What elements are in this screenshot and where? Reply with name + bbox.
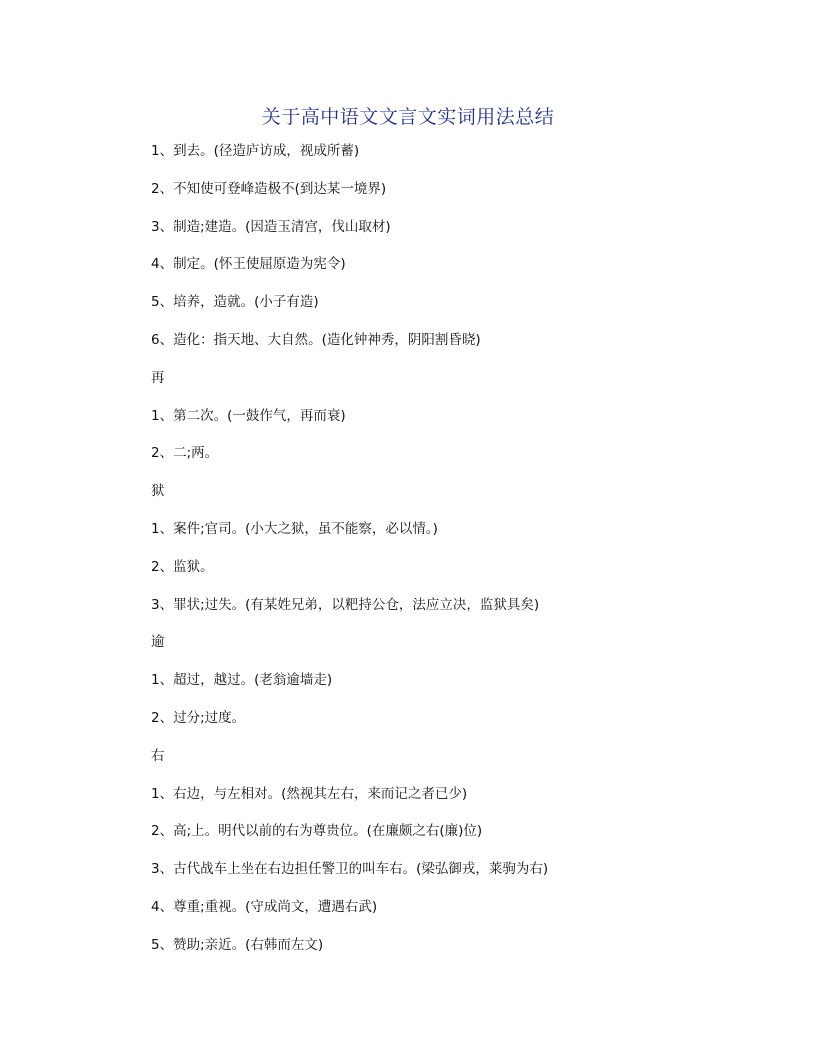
section-heading: 再 bbox=[151, 369, 165, 386]
section-heading: 右 bbox=[151, 747, 165, 764]
text-line: 2、不知使可登峰造极不(到达某一境界) bbox=[151, 180, 387, 197]
document-body bbox=[151, 141, 711, 973]
text-line: 5、赞助;亲近。(右韩而左文) bbox=[151, 936, 324, 953]
text-line: 1、超过，越过。(老翁逾墙走) bbox=[151, 672, 333, 689]
text-line: 3、罪状;过失。(有某姓兄弟，以粑持公仓，法应立决，监狱具矣) bbox=[151, 596, 540, 613]
text-line: 1、案件;官司。(小大之狱，虽不能察，必以情。) bbox=[151, 520, 438, 537]
text-line: 2、监狱。 bbox=[151, 558, 214, 575]
text-line: 2、过分;过度。 bbox=[151, 709, 246, 726]
text-line: 2、二;两。 bbox=[151, 445, 219, 462]
section-heading: 狱 bbox=[151, 483, 165, 500]
text-line: 4、尊重;重视。(守成尚文，遭遇右武) bbox=[151, 898, 378, 915]
text-line: 1、第二次。(一鼓作气，再而衰) bbox=[151, 407, 346, 424]
document-title: 关于高中语文文言文实词用法总结 bbox=[261, 106, 555, 128]
text-line: 6、造化：指天地、大自然。(造化钟神秀，阴阳割昏晓) bbox=[151, 331, 481, 348]
text-line: 2、高;上。明代以前的右为尊贵位。(在廉颇之右(廉)位) bbox=[151, 823, 483, 840]
text-line: 4、制定。(怀王使屈原造为宪令) bbox=[151, 256, 346, 273]
text-line: 3、古代战车上坐在右边担任警卫的叫车右。(梁弘御戎，莱驹为右) bbox=[151, 861, 549, 878]
text-line: 1、右边，与左相对。(然视其左右，来而记之者已少) bbox=[151, 785, 468, 802]
text-line: 3、制造;建造。(因造玉清宫，伐山取材) bbox=[151, 218, 391, 235]
text-line: 5、培养，造就。(小子有造) bbox=[151, 294, 319, 311]
section-heading: 逾 bbox=[151, 634, 165, 651]
text-line: 1、到去。(径造庐访成，视成所蓄) bbox=[151, 143, 360, 159]
